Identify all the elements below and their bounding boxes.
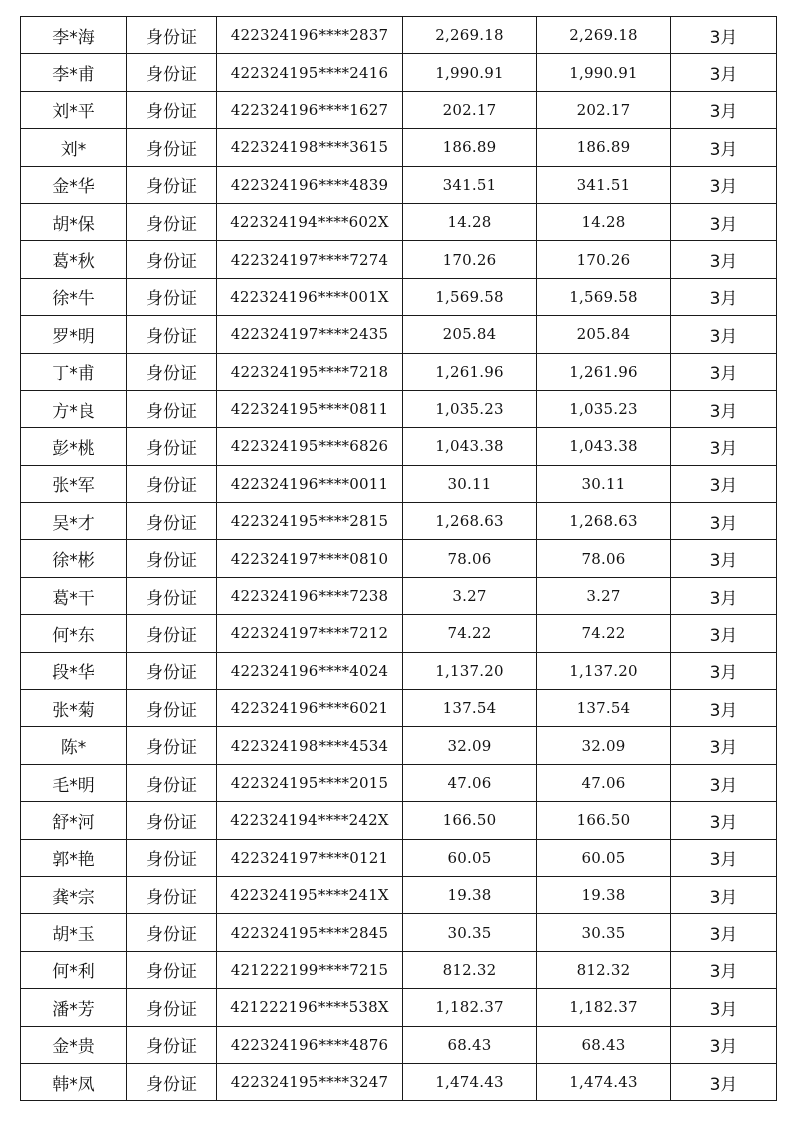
- cell-amount-2: 14.28: [537, 203, 671, 240]
- cell-id-number: 422324196****7238: [217, 577, 403, 614]
- cell-month: 3月: [671, 839, 777, 876]
- cell-id-type: 身份证: [127, 802, 217, 839]
- table-row: [21, 690, 777, 727]
- cell-month: 3月: [671, 353, 777, 390]
- cell-name: 韩*凤: [21, 1063, 127, 1100]
- cell-amount-1: 1,268.63: [403, 503, 537, 540]
- cell-amount-2: 19.38: [537, 876, 671, 913]
- cell-name: 刘*平: [21, 91, 127, 128]
- cell-name: 陈*: [21, 727, 127, 764]
- table-row: [21, 503, 777, 540]
- cell-name: 龚*宗: [21, 876, 127, 913]
- cell-id-number: 422324196****1627: [217, 91, 403, 128]
- cell-name: 张*菊: [21, 690, 127, 727]
- cell-id-number: 422324196****4876: [217, 1026, 403, 1063]
- cell-id-type: 身份证: [127, 390, 217, 427]
- table-row: [21, 989, 777, 1026]
- cell-amount-1: 2,269.18: [403, 17, 537, 54]
- cell-amount-1: 1,035.23: [403, 390, 537, 427]
- table-row: [21, 278, 777, 315]
- cell-id-number: 422324196****001X: [217, 278, 403, 315]
- cell-month: 3月: [671, 316, 777, 353]
- cell-name: 刘*: [21, 129, 127, 166]
- table-row: [21, 615, 777, 652]
- cell-month: 3月: [671, 727, 777, 764]
- cell-month: 3月: [671, 91, 777, 128]
- cell-amount-2: 3.27: [537, 577, 671, 614]
- cell-id-type: 身份证: [127, 241, 217, 278]
- cell-month: 3月: [671, 914, 777, 951]
- cell-amount-1: 32.09: [403, 727, 537, 764]
- cell-amount-1: 1,137.20: [403, 652, 537, 689]
- cell-amount-1: 1,043.38: [403, 428, 537, 465]
- cell-id-type: 身份证: [127, 54, 217, 91]
- cell-id-number: 422324194****242X: [217, 802, 403, 839]
- cell-name: 金*华: [21, 166, 127, 203]
- table-row: [21, 54, 777, 91]
- cell-id-number: 422324196****4839: [217, 166, 403, 203]
- cell-amount-1: 14.28: [403, 203, 537, 240]
- cell-month: 3月: [671, 577, 777, 614]
- cell-amount-1: 137.54: [403, 690, 537, 727]
- cell-name: 葛*秋: [21, 241, 127, 278]
- cell-id-number: 422324197****7274: [217, 241, 403, 278]
- cell-month: 3月: [671, 802, 777, 839]
- cell-name: 李*海: [21, 17, 127, 54]
- cell-id-type: 身份证: [127, 577, 217, 614]
- cell-id-type: 身份证: [127, 652, 217, 689]
- cell-amount-2: 68.43: [537, 1026, 671, 1063]
- cell-name: 金*贵: [21, 1026, 127, 1063]
- cell-amount-1: 166.50: [403, 802, 537, 839]
- table-row: [21, 390, 777, 427]
- cell-id-type: 身份证: [127, 839, 217, 876]
- cell-amount-1: 60.05: [403, 839, 537, 876]
- cell-id-number: 422324197****0121: [217, 839, 403, 876]
- table-row: [21, 166, 777, 203]
- cell-amount-2: 341.51: [537, 166, 671, 203]
- cell-month: 3月: [671, 989, 777, 1026]
- cell-id-number: 422324195****2015: [217, 764, 403, 801]
- cell-amount-2: 1,137.20: [537, 652, 671, 689]
- cell-id-number: 422324196****4024: [217, 652, 403, 689]
- cell-amount-1: 78.06: [403, 540, 537, 577]
- cell-month: 3月: [671, 465, 777, 502]
- cell-id-number: 422324197****0810: [217, 540, 403, 577]
- cell-amount-1: 1,474.43: [403, 1063, 537, 1100]
- table-row: [21, 129, 777, 166]
- cell-name: 张*军: [21, 465, 127, 502]
- cell-amount-1: 1,569.58: [403, 278, 537, 315]
- table-body: [21, 17, 777, 1101]
- cell-month: 3月: [671, 951, 777, 988]
- cell-amount-2: 2,269.18: [537, 17, 671, 54]
- cell-id-type: 身份证: [127, 615, 217, 652]
- cell-id-type: 身份证: [127, 989, 217, 1026]
- cell-id-type: 身份证: [127, 727, 217, 764]
- cell-month: 3月: [671, 540, 777, 577]
- cell-id-number: 422324197****7212: [217, 615, 403, 652]
- cell-id-type: 身份证: [127, 540, 217, 577]
- cell-name: 何*利: [21, 951, 127, 988]
- cell-amount-1: 74.22: [403, 615, 537, 652]
- cell-id-number: 422324195****241X: [217, 876, 403, 913]
- cell-amount-2: 166.50: [537, 802, 671, 839]
- cell-name: 葛*干: [21, 577, 127, 614]
- table-row: [21, 241, 777, 278]
- cell-amount-1: 1,182.37: [403, 989, 537, 1026]
- cell-amount-2: 170.26: [537, 241, 671, 278]
- cell-amount-2: 74.22: [537, 615, 671, 652]
- cell-id-number: 421222196****538X: [217, 989, 403, 1026]
- cell-amount-2: 32.09: [537, 727, 671, 764]
- cell-id-number: 422324195****2845: [217, 914, 403, 951]
- cell-id-type: 身份证: [127, 17, 217, 54]
- table-row: [21, 652, 777, 689]
- cell-name: 李*甫: [21, 54, 127, 91]
- cell-month: 3月: [671, 129, 777, 166]
- table-row: [21, 540, 777, 577]
- cell-amount-2: 1,261.96: [537, 353, 671, 390]
- cell-id-type: 身份证: [127, 503, 217, 540]
- cell-amount-1: 30.11: [403, 465, 537, 502]
- cell-name: 罗*明: [21, 316, 127, 353]
- cell-month: 3月: [671, 17, 777, 54]
- table-row: [21, 465, 777, 502]
- cell-amount-2: 1,990.91: [537, 54, 671, 91]
- cell-amount-1: 812.32: [403, 951, 537, 988]
- cell-id-number: 422324198****3615: [217, 129, 403, 166]
- cell-id-number: 422324195****2815: [217, 503, 403, 540]
- cell-id-type: 身份证: [127, 203, 217, 240]
- cell-id-number: 422324196****0011: [217, 465, 403, 502]
- table-row: [21, 316, 777, 353]
- payment-table: [20, 16, 777, 1101]
- cell-month: 3月: [671, 241, 777, 278]
- cell-amount-1: 202.17: [403, 91, 537, 128]
- cell-id-number: 422324194****602X: [217, 203, 403, 240]
- cell-id-number: 422324196****2837: [217, 17, 403, 54]
- cell-month: 3月: [671, 503, 777, 540]
- cell-id-number: 422324195****2416: [217, 54, 403, 91]
- cell-month: 3月: [671, 390, 777, 427]
- cell-id-type: 身份证: [127, 428, 217, 465]
- table-row: [21, 727, 777, 764]
- cell-id-number: 422324195****6826: [217, 428, 403, 465]
- cell-amount-1: 30.35: [403, 914, 537, 951]
- table-row: [21, 17, 777, 54]
- cell-amount-1: 170.26: [403, 241, 537, 278]
- table-row: [21, 1026, 777, 1063]
- cell-amount-2: 47.06: [537, 764, 671, 801]
- cell-id-number: 422324197****2435: [217, 316, 403, 353]
- cell-amount-1: 47.06: [403, 764, 537, 801]
- cell-name: 毛*明: [21, 764, 127, 801]
- cell-id-type: 身份证: [127, 1026, 217, 1063]
- cell-id-number: 421222199****7215: [217, 951, 403, 988]
- cell-amount-2: 78.06: [537, 540, 671, 577]
- cell-amount-1: 205.84: [403, 316, 537, 353]
- cell-amount-1: 1,990.91: [403, 54, 537, 91]
- table-row: [21, 914, 777, 951]
- cell-id-type: 身份证: [127, 764, 217, 801]
- cell-month: 3月: [671, 203, 777, 240]
- cell-id-type: 身份证: [127, 876, 217, 913]
- cell-name: 胡*玉: [21, 914, 127, 951]
- table-row: [21, 428, 777, 465]
- cell-name: 段*华: [21, 652, 127, 689]
- cell-amount-2: 1,182.37: [537, 989, 671, 1026]
- cell-month: 3月: [671, 166, 777, 203]
- cell-name: 何*东: [21, 615, 127, 652]
- table-row: [21, 876, 777, 913]
- cell-month: 3月: [671, 652, 777, 689]
- table-row: [21, 802, 777, 839]
- document-page: [20, 16, 776, 1101]
- cell-amount-2: 60.05: [537, 839, 671, 876]
- cell-amount-2: 1,474.43: [537, 1063, 671, 1100]
- cell-id-type: 身份证: [127, 353, 217, 390]
- cell-amount-1: 3.27: [403, 577, 537, 614]
- table-row: [21, 353, 777, 390]
- cell-amount-2: 1,268.63: [537, 503, 671, 540]
- cell-id-number: 422324195****3247: [217, 1063, 403, 1100]
- cell-id-type: 身份证: [127, 91, 217, 128]
- cell-id-number: 422324195****0811: [217, 390, 403, 427]
- cell-month: 3月: [671, 764, 777, 801]
- cell-amount-2: 202.17: [537, 91, 671, 128]
- cell-id-type: 身份证: [127, 951, 217, 988]
- table-row: [21, 91, 777, 128]
- cell-name: 彭*桃: [21, 428, 127, 465]
- cell-amount-2: 1,569.58: [537, 278, 671, 315]
- cell-id-number: 422324196****6021: [217, 690, 403, 727]
- cell-month: 3月: [671, 876, 777, 913]
- cell-name: 胡*保: [21, 203, 127, 240]
- cell-id-type: 身份证: [127, 690, 217, 727]
- cell-month: 3月: [671, 1063, 777, 1100]
- cell-id-type: 身份证: [127, 1063, 217, 1100]
- cell-amount-2: 137.54: [537, 690, 671, 727]
- cell-name: 方*良: [21, 390, 127, 427]
- cell-name: 潘*芳: [21, 989, 127, 1026]
- cell-month: 3月: [671, 690, 777, 727]
- table-row: [21, 951, 777, 988]
- cell-amount-1: 1,261.96: [403, 353, 537, 390]
- table-row: [21, 577, 777, 614]
- table-row: [21, 764, 777, 801]
- cell-id-number: 422324195****7218: [217, 353, 403, 390]
- cell-name: 郭*艳: [21, 839, 127, 876]
- cell-id-type: 身份证: [127, 316, 217, 353]
- cell-id-type: 身份证: [127, 465, 217, 502]
- cell-amount-2: 1,043.38: [537, 428, 671, 465]
- cell-amount-2: 812.32: [537, 951, 671, 988]
- cell-month: 3月: [671, 54, 777, 91]
- cell-name: 舒*河: [21, 802, 127, 839]
- cell-amount-1: 19.38: [403, 876, 537, 913]
- cell-amount-2: 30.11: [537, 465, 671, 502]
- cell-name: 丁*甫: [21, 353, 127, 390]
- cell-id-type: 身份证: [127, 914, 217, 951]
- cell-id-number: 422324198****4534: [217, 727, 403, 764]
- cell-amount-2: 1,035.23: [537, 390, 671, 427]
- cell-amount-1: 341.51: [403, 166, 537, 203]
- cell-month: 3月: [671, 1026, 777, 1063]
- cell-name: 吴*才: [21, 503, 127, 540]
- cell-amount-1: 186.89: [403, 129, 537, 166]
- cell-name: 徐*彬: [21, 540, 127, 577]
- cell-month: 3月: [671, 278, 777, 315]
- cell-id-type: 身份证: [127, 278, 217, 315]
- table-row: [21, 203, 777, 240]
- cell-id-type: 身份证: [127, 166, 217, 203]
- table-row: [21, 1063, 777, 1100]
- cell-name: 徐*牛: [21, 278, 127, 315]
- cell-amount-2: 205.84: [537, 316, 671, 353]
- cell-amount-2: 30.35: [537, 914, 671, 951]
- table-row: [21, 839, 777, 876]
- cell-id-type: 身份证: [127, 129, 217, 166]
- cell-amount-1: 68.43: [403, 1026, 537, 1063]
- cell-month: 3月: [671, 615, 777, 652]
- cell-month: 3月: [671, 428, 777, 465]
- cell-amount-2: 186.89: [537, 129, 671, 166]
